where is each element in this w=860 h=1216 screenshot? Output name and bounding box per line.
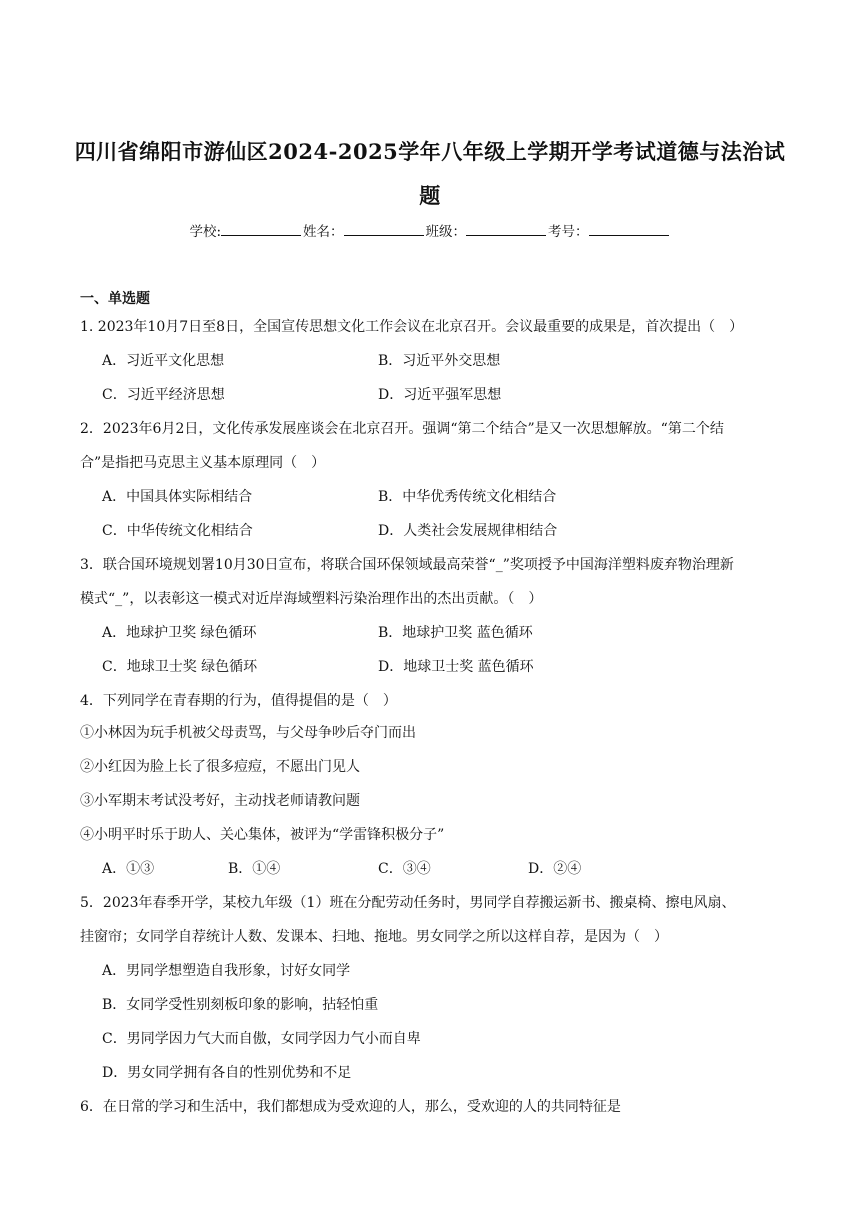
school-blank [221,223,301,236]
exam-title-line2: 题 [419,183,441,208]
question-5-stem-line1: 5．2023年春季开学，某校九年级（1）班在分配劳动任务时，男同学自荐搬运新书、搬桌椅、擦电风扇、 [80,895,736,911]
question-5-option-b: B．女同学受性别刻板印象的影响，拈轻怕重 [102,997,379,1013]
question-1-option-c: C．习近平经济思想 [102,387,225,403]
question-4-item-2: ②小红因为脸上长了很多痘痘，不愿出门见人 [80,759,360,775]
question-4-option-a: A．①③ [102,861,155,877]
question-4-option-d: D．②④ [528,861,582,877]
exam-title-line1: 四川省绵阳市游仙区2024-2025学年八年级上学期开学考试道德与法治试 [74,139,786,164]
question-2-option-b: B．中华优秀传统文化相结合 [378,489,557,505]
question-3-option-d: D．地球卫士奖 蓝色循环 [378,659,534,675]
school-label: 学校: [189,224,222,240]
student-info-row [0,220,860,240]
question-3-option-b: B．地球护卫奖 蓝色循环 [378,625,533,641]
name-blank [344,223,424,236]
question-4-stem: 4．下列同学在青春期的行为，值得提倡的是（ ） [80,693,397,709]
question-1-option-a: A．习近平文化思想 [102,353,225,369]
section-title: 一、单选题 [80,291,150,307]
question-2-stem-line2: 合”是指把马克思主义基本原理同（ ） [80,455,326,471]
question-3-option-c: C．地球卫士奖 绿色循环 [102,659,258,675]
question-1-stem: 1. 2023年10月7日至8日，全国宣传思想文化工作会议在北京召开。会议最重要的成果是，首次提出（ ） [80,319,744,335]
number-label: 考号： [548,224,589,240]
question-4-item-1: ①小林因为玩手机被父母责骂，与父母争吵后夺门而出 [80,725,416,741]
question-1-option-d: D．习近平强军思想 [378,387,502,403]
number-blank [589,223,669,236]
question-1-option-b: B．习近平外交思想 [378,353,501,369]
question-4-option-b: B．①④ [228,861,281,877]
question-2-stem-line1: 2．2023年6月2日，文化传承发展座谈会在北京召开。强调“第二个结合”是又一次思想解放。“第二个结 [80,421,724,437]
question-5-option-d: D．男女同学拥有各自的性别优势和不足 [102,1065,352,1081]
question-5-option-c: C．男同学因力气大而自傲，女同学因力气小而自卑 [102,1031,421,1047]
question-6-stem: 6．在日常的学习和生活中，我们都想成为受欢迎的人，那么，受欢迎的人的共同特征是 [80,1099,621,1115]
name-label: 姓名： [303,224,344,240]
class-blank [466,223,546,236]
question-2-option-c: C．中华传统文化相结合 [102,523,253,539]
question-4-item-4: ④小明平时乐于助人、关心集体，被评为“学雷锋积极分子” [80,827,445,843]
question-3-stem-line2: 模式“_”，以表彰这一模式对近岸海域塑料污染治理作出的杰出贡献。（ ） [80,591,543,607]
question-3-stem-line1: 3．联合国环境规划署10月30日宣布，将联合国环保领域最高荣誉“_”奖项授予中国海洋塑料废弃物治理新 [80,557,734,573]
class-label: 班级： [425,224,467,240]
question-4-option-c: C．③④ [378,861,431,877]
question-2-option-d: D．人类社会发展规律相结合 [378,523,558,539]
question-2-option-a: A．中国具体实际相结合 [102,489,253,505]
question-3-option-a: A．地球护卫奖 绿色循环 [102,625,257,641]
question-4-item-3: ③小军期末考试没考好，主动找老师请教问题 [80,793,360,809]
question-5-option-a: A．男同学想塑造自我形象，讨好女同学 [102,963,351,979]
question-5-stem-line2: 挂窗帘；女同学自荐统计人数、发课本、扫地、拖地。男女同学之所以这样自荐，是因为（ ） [80,929,668,945]
